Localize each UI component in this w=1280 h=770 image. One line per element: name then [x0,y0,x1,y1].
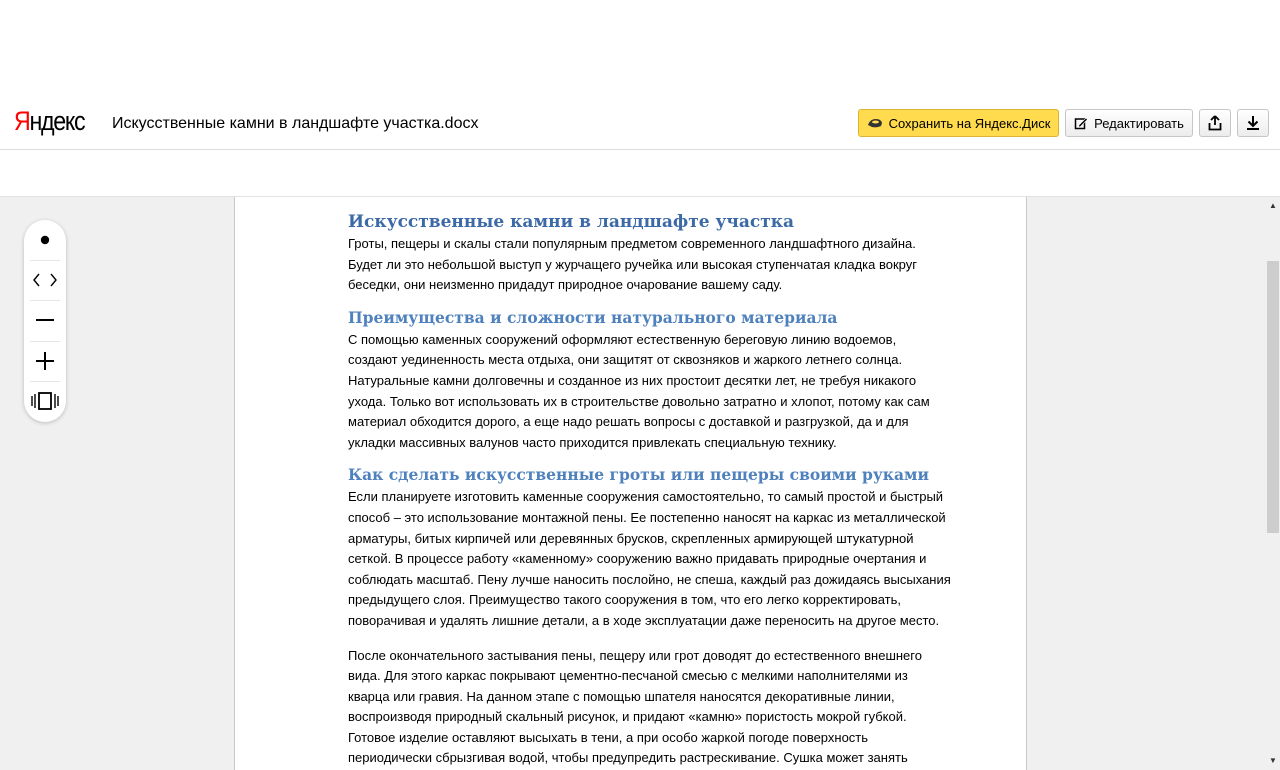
paragraph-line: После окончательного застывания пены, пещеру или грот доводят до естественного внешнего [348,647,922,663]
save-to-disk-button[interactable] [858,109,1059,137]
paragraph-line: предыдущего слоя. Преимущество такого сооружения в том, что его легко корректировать, [348,592,901,608]
paragraph-line: Гроты, пещеры и скалы стали популярным предметом современного ландшафтного дизайна. [348,236,916,251]
single-page-mode-button[interactable] [24,220,66,260]
sub-toolbar-area [0,150,1280,197]
header-bar [0,98,1280,150]
download-icon [1246,115,1260,131]
paragraph-line: периодически сбрызгивая водой, чтобы предупредить растрескивание. Сушка может занять [348,750,908,766]
scrollbar-thumb[interactable] [1267,261,1279,533]
paragraph-line: Будет ли это небольшой выступ у журчащего ручейка или высокая ступенчатая кладка вокруг [348,256,917,272]
document-viewer[interactable] [0,197,1266,770]
paragraph-line: создают уединенность места отдыха, они защитят от сквозняков и жаркого летнего солнца. [348,352,903,368]
yandex-logo[interactable]: Яндекс [14,106,85,136]
save-button-label: Сохранить на Яндекс.Диск [888,115,1051,131]
zoom-in-button[interactable] [24,341,66,381]
paragraph-line: Натуральные камни долговечны и созданное из них простоит десятки лет, не требуя никакого [348,372,917,388]
document-content [348,210,988,769]
scroll-up-arrow-icon[interactable]: ▲ [1269,201,1277,210]
paragraph-line: материал обходится дорого, а еще надо решать вопросы с доставкой и разгрузкой, да и для [348,414,909,430]
edit-button[interactable] [1065,109,1193,137]
paragraph-line: соблюдать масштаб. Пену лучше наносить послойно, не спеша, каждый раз дожидаясь высыхания [348,571,951,587]
zoom-out-button[interactable] [24,300,66,340]
share-button[interactable] [1199,109,1231,137]
dot-icon [40,235,50,245]
paragraph-line: кварца или гравия. На данном этапе с помощью шпателя наносятся декоративные линии, [348,688,895,704]
scroll-down-arrow-icon[interactable]: ▼ [1269,756,1277,765]
chevron-left-right-icon [32,273,58,287]
paragraph-line: поворачивая и удалять лишние детали, а в ходе эксплуатации даже переносить на другое место. [348,612,940,628]
page-navigation-button[interactable] [24,260,66,300]
document-title: Искусственные камни в ландшафте участка.docx [112,115,479,132]
minus-icon [36,318,54,322]
section-heading: Преимущества и сложности натурального материала [348,307,838,327]
paragraph-line: сеткой. В процессе работу «каменному» сооружению важно придавать природные очертания и [348,551,927,567]
paragraph-line: способ – это использование монтажной пены. Ее постепенно наносят на каркас из металлической [348,509,946,525]
download-button[interactable] [1237,109,1269,137]
paragraph-line: ухода. Только вот использовать их в строительстве довольно затратно и хлопот, потому как сам [348,393,930,409]
paragraph-line: воспроизводя природный скальный рисунок, и придают «камню» пористость мокрой губкой. [348,709,907,725]
document-heading: Искусственные камни в ландшафте участка [348,212,795,232]
plus-icon [36,352,54,370]
paragraph-line: Если планируете изготовить каменные сооружения самостоятельно, то самый простой и быстрый [348,489,944,505]
paragraph-line: арматуры, битых кирпичей или деревянных брусков, скрепленных армирующей штукатурной [348,530,914,546]
disk-icon [867,117,883,129]
paragraph-line: беседки, они неизменно придадут природное очарование вашему саду. [348,277,783,293]
document-page [234,197,1027,770]
top-blank-area [0,0,1280,98]
vertical-scrollbar[interactable] [1266,197,1280,770]
fit-width-button[interactable] [24,381,66,421]
section-heading: Как сделать искусственные гроты или пещеры своими руками [348,465,930,485]
pencil-icon [1074,116,1088,130]
fit-width-icon [30,392,60,410]
paragraph-line: Готовое изделие оставляют высыхать в тени, а при особо жаркой погоде поверхность [348,729,869,745]
share-icon [1208,115,1222,131]
edit-button-label: Редактировать [1094,115,1184,131]
paragraph-line: укладки массивных валунов часто приходится привлекать специальную технику. [348,434,837,450]
paragraph-line: С помощью каменных сооружений оформляют естественную береговую линию водоемов, [348,331,897,347]
paragraph-line: вида. Для этого каркас покрывают цементно-песчаной смесью с мелкими наполнителями из [348,668,908,684]
zoom-toolbar [24,220,66,422]
